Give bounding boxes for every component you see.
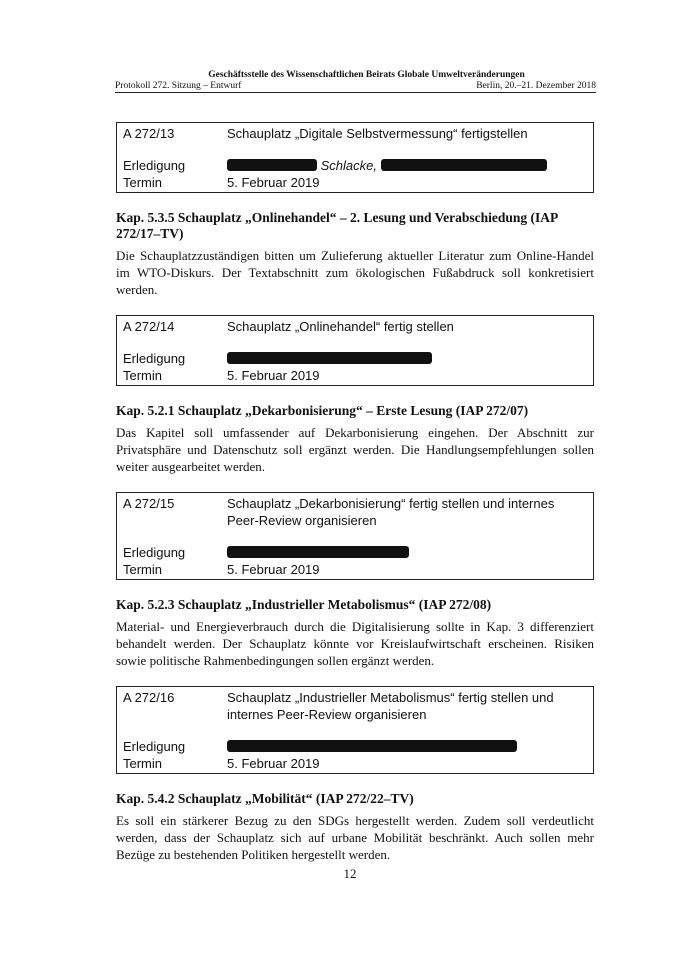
section-title: Kap. 5.3.5 Schauplatz „Onlinehandel“ – 2. Lesung und Verabschiedung (IAP 272/17–TV) [116,210,558,241]
redaction-bar [227,546,409,558]
header-row [115,81,596,93]
termin-label: Termin [123,562,163,577]
termin-value: 5. Februar 2019 [227,175,320,190]
redaction-bar [227,352,432,364]
redaction-bar [227,740,517,752]
erledigung-row [123,350,587,367]
task-box [116,315,594,386]
task-description: Schauplatz „Industrieller Metabolismus“ fertig stellen und [227,690,554,705]
task-row [123,318,587,335]
task-id: A 272/16 [123,690,175,705]
erledigung-label: Erledigung [123,545,186,560]
task-row-continued [123,706,587,723]
task-row [123,689,587,706]
erledigung-label: Erledigung [123,351,186,366]
section-title: Kap. 5.4.2 Schauplatz „Mobilität“ (IAP 272/22–TV) [116,791,414,806]
task-box [116,686,594,774]
page-header [115,70,596,93]
termin-label: Termin [123,756,163,771]
task-box [116,122,594,193]
erledigung-name: Schlacke, [320,158,377,173]
task-row-continued [123,512,587,529]
header-title: Geschäftsstelle des Wissenschaftlichen Beirats Globale Umweltveränderungen [208,70,525,80]
termin-label: Termin [123,175,163,190]
termin-row [123,174,587,191]
termin-value: 5. Februar 2019 [227,756,320,771]
erledigung-value [227,738,587,755]
erledigung-label: Erledigung [123,158,186,173]
page-number: 12 [343,866,357,881]
termin-row [123,367,587,384]
task-row [123,495,587,512]
termin-row [123,561,587,578]
redaction-bar [227,159,317,171]
task-description: Schauplatz „Digitale Selbstvermessung“ fertigstellen [227,126,528,141]
erledigung-row [123,157,587,174]
header-protocol: Protokoll 272. Sitzung – Entwurf [115,81,242,91]
task-description-continued: internes Peer-Review organisieren [227,707,427,722]
redaction-bar [381,159,547,171]
termin-value: 5. Februar 2019 [227,368,320,383]
section-body: Das Kapitel soll umfassender auf Dekarbonisierung eingehen. Der Abschnitt zur Privatsphäre und Datenschutz soll ergänzt werden. Die Handlungsempfehlungen sollen weiter ausgearbeitet werden. [116,425,594,474]
task-description: Schauplatz „Dekarbonisierung“ fertig stellen und internes [227,496,555,511]
erledigung-row [123,544,587,561]
termin-label: Termin [123,368,163,383]
erledigung-value [227,157,587,174]
task-box [116,492,594,580]
termin-row [123,755,587,772]
section-body: Die Schauplatzzuständigen bitten um Zulieferung aktueller Literatur zum Online-Handel im WTO-Diskurs. Der Textabschnitt zum ökologischen Fußabdruck soll konkretisiert werden. [116,248,594,297]
header-date: Berlin, 20.–21. Dezember 2018 [476,81,596,91]
task-id: A 272/14 [123,319,175,334]
task-row [123,125,587,142]
task-description: Schauplatz „Onlinehandel“ fertig stellen [227,319,454,334]
section-body: Es soll ein stärkerer Bezug zu den SDGs hergestellt werden. Zudem soll verdeutlicht werden, dass der Schauplatz sich auf urbane Mobilität beschränkt. Auch sollen mehr Bezüge zu bestehenden Politiken hergestellt werden. [116,813,594,862]
erledigung-value [227,544,587,561]
document-body [116,122,594,880]
task-description-continued: Peer-Review organisieren [227,513,377,528]
erledigung-row [123,738,587,755]
erledigung-value [227,350,587,367]
termin-value: 5. Februar 2019 [227,562,320,577]
erledigung-label: Erledigung [123,739,186,754]
section-title: Kap. 5.2.1 Schauplatz „Dekarbonisierung“ – Erste Lesung (IAP 272/07) [116,403,529,418]
section-title: Kap. 5.2.3 Schauplatz „Industrieller Metabolismus“ (IAP 272/08) [116,597,492,612]
task-id: A 272/13 [123,126,175,141]
section-body: Material- und Energieverbrauch durch die Digitalisierung sollte in Kap. 3 differenziert behandelt werden. Der Schauplatz könnte vor Kreislaufwirtschaft erscheinen. Risiken sowie politische Rahmenbedingungen sollen ergänzt werden. [116,619,594,668]
task-id: A 272/15 [123,496,175,511]
